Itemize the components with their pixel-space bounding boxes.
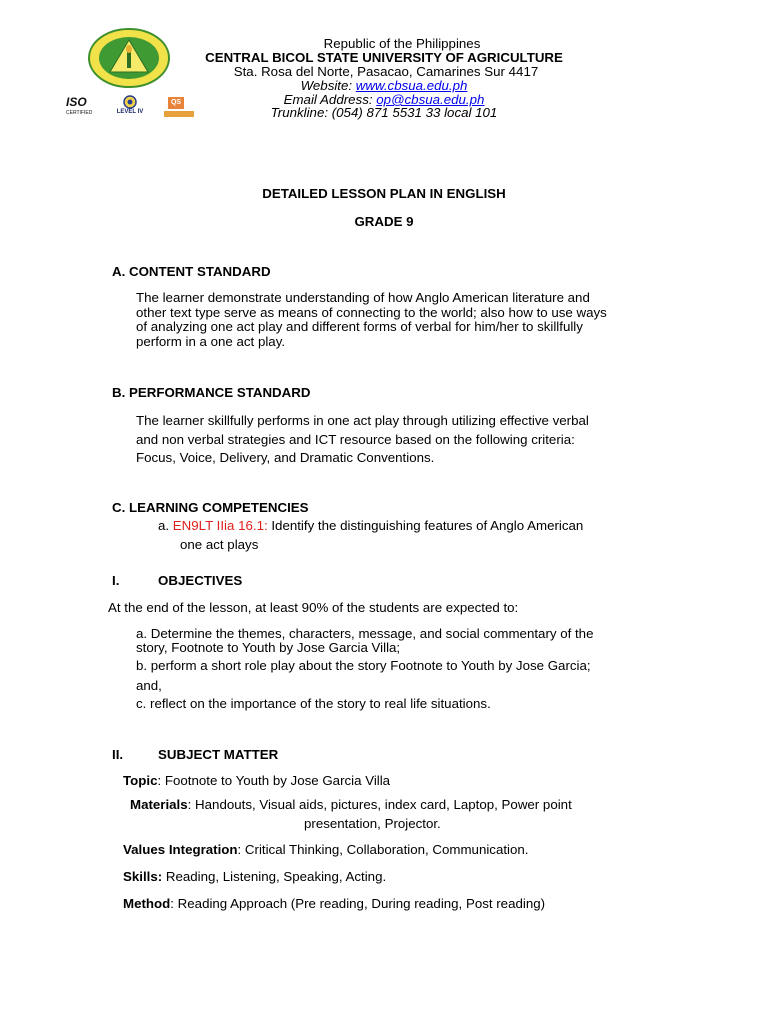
grade-title: GRADE 9 bbox=[354, 214, 414, 229]
method-label: Method bbox=[123, 896, 171, 911]
email-label: Email Address: bbox=[283, 92, 377, 107]
content-standard-line: other text type serve as means of connecting to the world; also how to use ways bbox=[136, 304, 607, 320]
objective-item-b-cont: and, bbox=[136, 678, 162, 693]
content-standard-text bbox=[136, 291, 607, 349]
skills-line bbox=[123, 869, 386, 884]
topic-line bbox=[123, 773, 390, 788]
values-value: : Critical Thinking, Collaboration, Communication. bbox=[237, 842, 529, 857]
topic-label: Topic bbox=[123, 773, 158, 788]
objective-item-a-cont: story, Footnote to Youth by Jose Garcia Villa; bbox=[136, 640, 401, 655]
learning-competencies-heading: C. LEARNING COMPETENCIES bbox=[112, 500, 309, 515]
values-label: Values Integration bbox=[123, 842, 238, 857]
materials-line bbox=[130, 797, 572, 812]
subject-matter-heading: SUBJECT MATTER bbox=[158, 747, 279, 762]
performance-standard-line: and non verbal strategies and ICT resource based on the following criteria: bbox=[136, 431, 575, 447]
competency-item bbox=[158, 518, 583, 533]
performance-standard-heading: B. PERFORMANCE STANDARD bbox=[112, 385, 311, 400]
materials-label: Materials bbox=[130, 797, 188, 812]
subject-matter-number: II. bbox=[112, 747, 124, 762]
website-label: Website: bbox=[300, 78, 356, 93]
email-link[interactable]: op@cbsua.edu.ph bbox=[376, 92, 485, 107]
skills-value: Reading, Listening, Speaking, Acting. bbox=[162, 869, 387, 884]
content-standard-heading: A. CONTENT STANDARD bbox=[112, 264, 271, 279]
objectives-intro: At the end of the lesson, at least 90% of the students are expected to: bbox=[108, 600, 519, 615]
level-label: LEVEL IV bbox=[116, 109, 144, 115]
competency-text: Identify the distinguishing features of Anglo American bbox=[267, 518, 584, 533]
method-line bbox=[123, 896, 545, 911]
competency-text-cont: one act plays bbox=[180, 537, 259, 552]
trunkline-line: Trunkline: (054) 871 5531 33 local 101 bbox=[270, 105, 498, 120]
website-link[interactable]: www.cbsua.edu.ph bbox=[355, 78, 468, 93]
materials-value: : Handouts, Visual aids, pictures, index card, Laptop, Power point bbox=[187, 797, 572, 812]
objectives-heading: OBJECTIVES bbox=[158, 573, 243, 588]
content-standard-line: of analyzing one act play and different forms of verbal for him/her to skillfully bbox=[136, 319, 583, 335]
competency-code: EN9LT IIia 16.1: bbox=[172, 518, 268, 533]
objective-item-b: b. perform a short role play about the story Footnote to Youth by Jose Garcia; bbox=[136, 658, 591, 673]
address-line: Sta. Rosa del Norte, Pasacao, Camarines Sur 4417 bbox=[233, 64, 539, 79]
objectives-number: I. bbox=[112, 573, 120, 588]
document-title: DETAILED LESSON PLAN IN ENGLISH bbox=[262, 186, 506, 201]
values-line bbox=[123, 842, 528, 857]
website-line bbox=[0, 78, 768, 93]
iso-label: ISO bbox=[66, 95, 87, 109]
iso-sub-label: CERTIFIED bbox=[66, 110, 93, 116]
objective-item-c: c. reflect on the importance of the story to real life situations. bbox=[136, 696, 491, 711]
skills-label: Skills: bbox=[123, 869, 163, 884]
performance-standard-line: Focus, Voice, Delivery, and Dramatic Conventions. bbox=[136, 450, 435, 465]
objective-item-a: a. Determine the themes, characters, message, and social commentary of the bbox=[136, 626, 594, 641]
topic-value: : Footnote to Youth by Jose Garcia Villa bbox=[157, 773, 391, 788]
qs-label: QS bbox=[168, 97, 184, 109]
method-value: : Reading Approach (Pre reading, During reading, Post reading) bbox=[170, 896, 546, 911]
performance-standard-line: The learner skillfully performs in one act play through utilizing effective verbal bbox=[136, 413, 589, 428]
university-name: CENTRAL BICOL STATE UNIVERSITY OF AGRICULTURE bbox=[205, 50, 563, 65]
republic-line: Republic of the Philippines bbox=[323, 36, 481, 51]
content-standard-line: perform in a one act play. bbox=[136, 333, 286, 349]
content-standard-line: The learner demonstrate understanding of how Anglo American literature and bbox=[136, 290, 590, 305]
performance-standard-text bbox=[136, 412, 589, 468]
materials-cont: presentation, Projector. bbox=[304, 816, 441, 831]
competency-letter: a. bbox=[158, 518, 173, 533]
